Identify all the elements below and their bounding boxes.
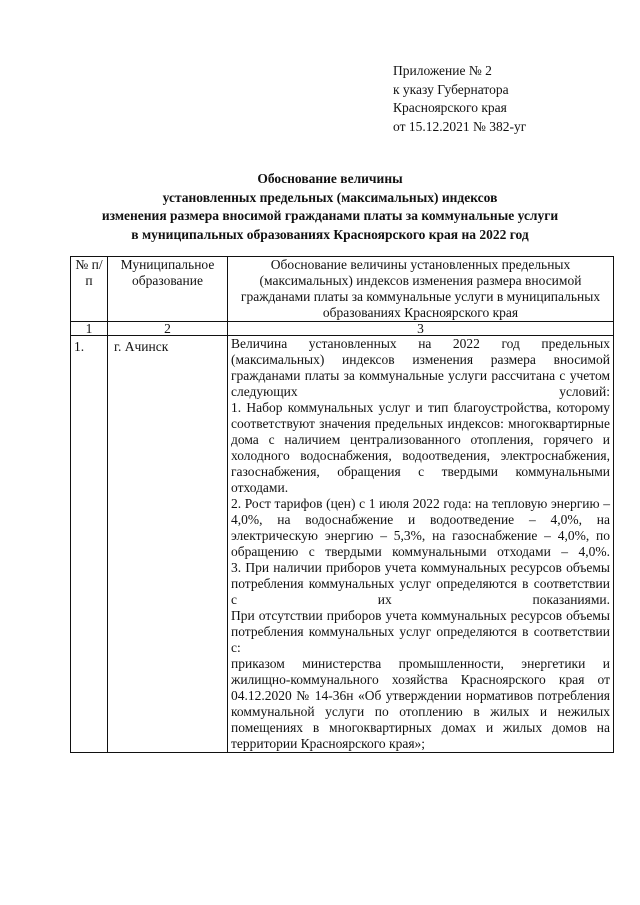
appendix-line: Приложение № 2 bbox=[393, 63, 492, 78]
row-number: 1. bbox=[71, 336, 108, 753]
column-numbering-row bbox=[71, 322, 614, 336]
paragraph: 1. Набор коммунальных услуг и тип благоустройства, которому соответствуют значения предельных индексов: многоквартирные дома с наличием централизованного отопления, горячего и холодного водоснабжения, водоотведения, электроснабжения, газоснабжения, обращения с твердыми коммунальными отходами. bbox=[231, 400, 610, 495]
header-municipality: Муниципальное образование bbox=[108, 257, 228, 322]
appendix-block bbox=[393, 62, 526, 136]
paragraph: 3. При наличии приборов учета коммунальных ресурсов объемы потребления коммунальных услуг определяются в соответствии с их показаниями. bbox=[231, 560, 610, 607]
document-title bbox=[40, 170, 620, 244]
justification-table bbox=[70, 256, 614, 753]
paragraph: Величина установленных на 2022 год предельных (максимальных) индексов изменения размера вносимой гражданами платы за коммунальные услуги рассчитана с учетом следующих условий: bbox=[231, 336, 610, 399]
paragraph: 2. Рост тарифов (цен) с 1 июля 2022 года: на тепловую энергию – 4,0%, на водоснабжение и водоотведение – 4,0%, на электрическую энергию – 5,3%, на газоснабжение – 4,0%, по обращению с твердыми коммунальными отходами – 4,0%. bbox=[231, 496, 610, 559]
paragraph: При отсутствии приборов учета коммунальных ресурсов объемы потребления коммунальных услуг определяются в соответствии с: bbox=[231, 608, 610, 655]
title-line: Обоснование величины bbox=[257, 171, 403, 186]
column-number: 1 bbox=[71, 322, 108, 336]
title-line: изменения размера вносимой гражданами платы за коммунальные услуги bbox=[101, 208, 559, 223]
header-justification: Обоснование величины установленных предельных (максимальных) индексов изменения размера вносимой гражданами платы за коммунальные услуги в муниципальных образованиях Красноярского края bbox=[228, 257, 614, 322]
appendix-line: от 15.12.2021 № 382-уг bbox=[393, 118, 527, 134]
table-header-row bbox=[71, 257, 614, 322]
row-municipality: г. Ачинск bbox=[108, 336, 228, 753]
row-justification bbox=[228, 336, 614, 753]
column-number: 2 bbox=[108, 322, 228, 336]
paragraph: приказом министерства промышленности, энергетики и жилищно-коммунального хозяйства Красноярского края от 04.12.2020 № 14-36н «Об утверждении нормативов потребления коммунальной услуги по отоплению в жилых и нежилых помещениях в многоквартирных домах и жилых домов на территории Красноярского края»; bbox=[231, 656, 610, 751]
title-line: в муниципальных образованиях Красноярского края на 2022 год bbox=[131, 226, 529, 242]
title-line: установленных предельных (максимальных) индексов bbox=[162, 189, 498, 205]
column-number: 3 bbox=[228, 322, 614, 336]
table-row bbox=[71, 336, 614, 753]
appendix-line: Красноярского края bbox=[393, 100, 507, 115]
header-number: № п/п bbox=[71, 257, 108, 322]
appendix-line: к указу Губернатора bbox=[393, 81, 509, 97]
